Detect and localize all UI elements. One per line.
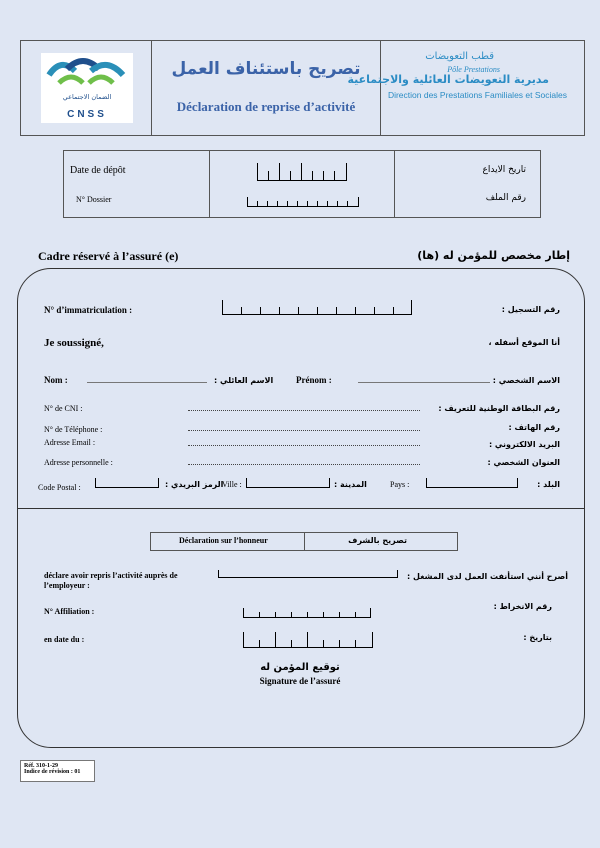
- declare-label-ar: أصرح أنني استأنفت العمل لدى المشغل :: [407, 572, 568, 581]
- adresse-label: Adresse personnelle :: [44, 458, 113, 467]
- signature-label-ar: توقيع المؤمن له: [260, 662, 340, 673]
- cp-field[interactable]: [95, 478, 159, 488]
- cni-label-ar: رقم البطاقة الوطنية للتعريف :: [438, 404, 560, 413]
- date-depot-label: Date de dépôt: [70, 165, 126, 176]
- tel-field[interactable]: [188, 430, 420, 431]
- cp-label-ar: الرمز البريدي :: [165, 480, 224, 489]
- affil-label: N° Affiliation :: [44, 607, 95, 616]
- signature-label-fr: Signature de l’assuré: [259, 676, 341, 686]
- cnss-logo: [41, 53, 133, 123]
- form-title-fr: Déclaration de reprise d’activité: [176, 99, 356, 114]
- honneur-title-fr: Déclaration sur l’honneur: [179, 536, 268, 545]
- ville-label: Ville :: [222, 480, 242, 489]
- form-title-ar: تصريح باستئناف العمل: [171, 59, 361, 79]
- pays-field[interactable]: [426, 478, 518, 488]
- immat-label-ar: رقم التسجيل :: [501, 305, 560, 314]
- email-label-ar: البريد الالكتروني :: [488, 440, 560, 449]
- logo-arabic: الضمان الاجتماعي: [62, 93, 112, 101]
- depot-box: [63, 150, 541, 218]
- en-date-label: en date du :: [44, 635, 85, 644]
- cni-label: N° de CNI :: [44, 404, 83, 413]
- ville-field[interactable]: [246, 478, 330, 488]
- form-header: [20, 40, 585, 136]
- title-cell: [152, 41, 381, 135]
- logo-cell: [21, 41, 152, 135]
- section-divider: [17, 508, 585, 509]
- pole-ar: قطب التعويضات: [425, 51, 494, 62]
- en-date-label-ar: بتاريخ :: [523, 633, 552, 642]
- logo-text: CNSS: [67, 109, 107, 120]
- cp-label: Code Postal :: [38, 483, 81, 492]
- soussigne-label-ar: أنا الموقع أسفله ،: [488, 338, 560, 347]
- adresse-field[interactable]: [188, 464, 420, 465]
- tel-label-ar: رقم الهاتف :: [508, 423, 560, 432]
- employeur-field[interactable]: [218, 570, 398, 578]
- pays-label-ar: البلد :: [537, 480, 560, 489]
- immat-label: N° d’immatriculation :: [44, 305, 133, 315]
- reference-code: Réf. 310-1-29: [24, 763, 58, 769]
- direction-ar: مديرية التعويضات العائلية والاجتماعية: [347, 73, 549, 86]
- adresse-label-ar: العنوان الشخصي :: [487, 458, 560, 467]
- email-label: Adresse Email :: [44, 438, 96, 447]
- date-depot-field[interactable]: [257, 163, 347, 181]
- soussigne-label: Je soussigné,: [44, 337, 104, 349]
- affiliation-field[interactable]: [243, 608, 371, 618]
- nom-field[interactable]: [87, 382, 207, 383]
- nom-label: Nom :: [44, 375, 68, 385]
- pole-fr: Pôle Prestations: [447, 65, 500, 74]
- dossier-field[interactable]: [247, 197, 359, 207]
- honneur-title-ar: تصريح بالشرف: [348, 536, 407, 545]
- nom-label-ar: الاسم العائلي :: [214, 376, 274, 385]
- reference-box: [20, 760, 95, 782]
- immat-field[interactable]: [222, 300, 412, 315]
- section-title-ar: إطار مخصص للمؤمن له (ها): [417, 249, 570, 262]
- prenom-label: Prénom :: [296, 375, 332, 385]
- prenom-field[interactable]: [358, 382, 490, 383]
- email-field[interactable]: [188, 445, 420, 446]
- date-depot-label-ar: تاريخ الايداع: [482, 165, 526, 175]
- dossier-label-ar: رقم الملف: [485, 193, 526, 203]
- ville-label-ar: المدينة :: [334, 480, 367, 489]
- date-reprise-field[interactable]: [243, 632, 373, 648]
- direction-fr: Direction des Prestations Familiales et Sociales: [387, 90, 567, 100]
- tel-label: N° de Téléphone :: [44, 425, 103, 434]
- pays-label: Pays :: [390, 480, 410, 489]
- prenom-label-ar: الاسم الشخصي :: [492, 376, 560, 385]
- cni-field[interactable]: [188, 410, 420, 411]
- affil-label-ar: رقم الانخراط :: [493, 602, 552, 611]
- dossier-label: N° Dossier: [76, 195, 112, 204]
- declare-label: déclare avoir repris l’activité auprès de l’employeur :: [44, 571, 178, 590]
- section-title-fr: Cadre réservé à l’assuré (e): [38, 249, 179, 263]
- honneur-box: [150, 532, 458, 551]
- revision-index: Indice de révision : 01: [24, 769, 81, 775]
